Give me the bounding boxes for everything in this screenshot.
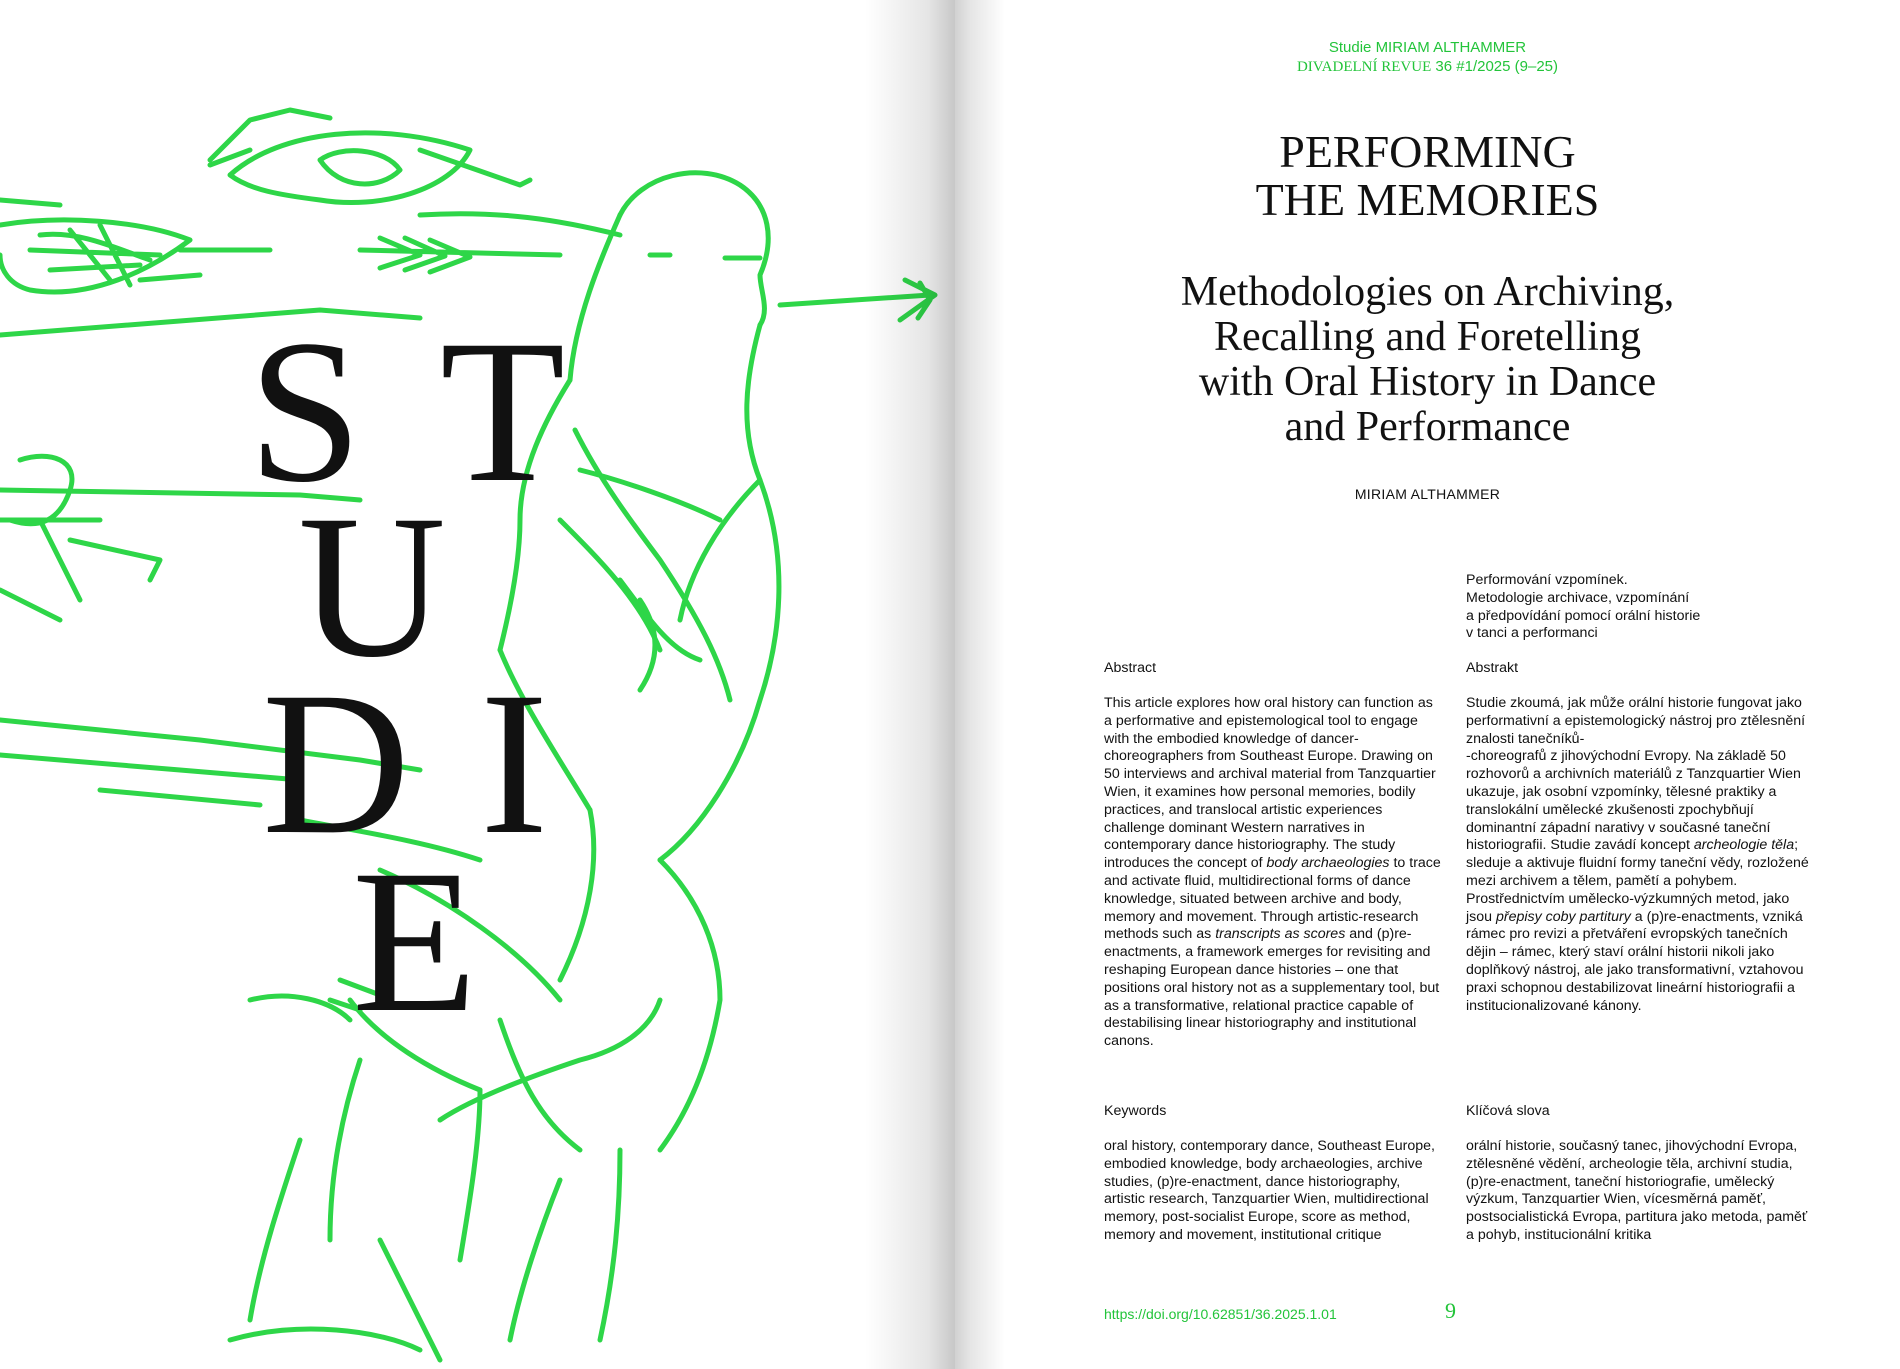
running-head bbox=[955, 38, 1900, 77]
subtitle-line2: Recalling and Foretelling bbox=[1214, 314, 1641, 360]
abstrakt-text bbox=[1466, 695, 1816, 1015]
abstract-part1: This article explores how oral history can function as a performative and epistemological tool to engage with the embodied knowledge of dancer-choreographers from Southeast Europe. Drawing on 50 interviews and archival material from Tanzquartier Wien, it examines how personal memories, bodily practices, and translocal artistic experiences challenge dominant Western narratives in contemporary dance historiography. The study introduces the concept of bbox=[1104, 695, 1436, 872]
subtitle-line1: Methodologies on Archiving, bbox=[1180, 269, 1675, 315]
czech-title-line4: v tanci a performanci bbox=[1466, 625, 1598, 642]
czech-title bbox=[1466, 572, 1816, 643]
article-subtitle bbox=[1105, 270, 1750, 450]
article-title-line1: PERFORMING bbox=[1279, 126, 1576, 177]
keywords-heading: Keywords bbox=[1104, 1103, 1167, 1119]
klicova-slova-text: orální historie, současný tanec, jihovýchodní Evropa, ztělesněné vědění, archeologie těla, archivní studia, (p)re-enactment, taneční historiografie, umělecký výzkum, Tanzquartier Wien, vícesměrná paměť, postsocialistická Evropa, partitura jako metoda, paměť a pohyb, institucionální kritika bbox=[1466, 1138, 1808, 1243]
czech-title-line3: a předpovídání pomocí orální historie bbox=[1466, 607, 1701, 624]
czech-title-line2: Metodologie archivace, vzpomínání bbox=[1466, 589, 1690, 606]
abstrakt-emphasis1: archeologie těla bbox=[1693, 837, 1795, 854]
abstract-part3: and (p)re-enactments, a framework emerges for revisiting and reshaping European dance histories – one that positions oral history not as a supplementary tool, but as a transformative, relational practice capable of destabilising linear historiography and institutional canons. bbox=[1104, 926, 1440, 1050]
article-title-line2: THE MEMORIES bbox=[1255, 174, 1600, 225]
keywords-text: oral history, contemporary dance, Southeast Europe, embodied knowledge, body archaeologies, archive studies, (p)re-enactment, dance historiography, artistic research, Tanzquartier Wien, multidirectional memory, post-socialist Europe, score as method, memory and movement, institutional critique bbox=[1104, 1138, 1435, 1243]
abstrakt-heading: Abstrakt bbox=[1466, 660, 1519, 676]
studie-letter-u: U bbox=[298, 473, 447, 700]
running-head-prefix: Studie bbox=[1328, 39, 1372, 56]
page-number: 9 bbox=[1445, 1298, 1456, 1323]
abstrakt-emphasis2: přepisy coby partitury bbox=[1495, 908, 1631, 925]
gutter-shadow bbox=[865, 0, 955, 1369]
subtitle-line3: with Oral History in Dance bbox=[1198, 359, 1657, 405]
czech-title-line1: Performování vzpomínek. bbox=[1466, 572, 1628, 588]
studie-letter-s: S bbox=[248, 298, 363, 525]
abstract-emphasis1: body archaeologies bbox=[1266, 855, 1390, 872]
running-head-line2 bbox=[955, 57, 1900, 77]
abstrakt-part1: Studie zkoumá, jak může orální historie fungovat jako performativní a epistemologický nástroj pro ztělesnění znalosti tanečníků- -choreografů z jihovýchodní Evropy. Na základě 50 rozhovorů a archivních materiálů z Tanzquartier Wien ukazuje, jak osobní vzpomínky, tělesné praktiky a translokální umělecké zkušenosti zpochybňují dominantní západní narativy v současné taneční historiografii. Studie zavádí koncept bbox=[1466, 695, 1806, 854]
abstract-part2: to trace and activate fluid, multidirectional forms of dance knowledge, situated between archive and body, memory and movement. Through artistic-research methods such as bbox=[1104, 855, 1441, 943]
running-head-author: MIRIAM ALTHAMMER bbox=[1375, 39, 1527, 56]
doi-link[interactable]: https://doi.org/10.62851/36.2025.1.01 bbox=[1104, 1306, 1337, 1322]
running-head-journal: DIVADELNÍ REVUE bbox=[1296, 59, 1432, 75]
abstrakt-part2: ; sleduje a aktivuje fluidní formy taneční vědy, rozložené mezi archivem a tělem, pamětí a pohybem. Prostřednictvím umělecko-výzkumných metod, jako jsou bbox=[1466, 837, 1809, 925]
studie-letter-i: I bbox=[480, 650, 549, 877]
studie-letter-d: D bbox=[262, 650, 411, 877]
abstract-emphasis2: transcripts as scores bbox=[1215, 926, 1346, 943]
running-head-issue: 36 #1/2025 (9–25) bbox=[1435, 58, 1559, 75]
abstract-text bbox=[1104, 695, 1444, 1051]
abstrakt-part3: a (p)re-enactments, vzniká rámec pro revizi a přetváření evropských tanečních dějin – rámec, který staví orální historii nikoli jako doplňkový nástroj, ale jako transformativní, vztahovou praxi schopnou destabilizovat lineární historiografii a institucionalizované kánony. bbox=[1466, 908, 1804, 1014]
klicova-slova-heading: Klíčová slova bbox=[1466, 1103, 1550, 1119]
subtitle-line4: and Performance bbox=[1284, 404, 1571, 450]
author-name: MIRIAM ALTHAMMER bbox=[1354, 486, 1501, 502]
studie-letter-t: T bbox=[440, 298, 566, 525]
running-head-line1 bbox=[955, 38, 1900, 57]
article-title bbox=[955, 128, 1900, 224]
studie-letter-e: E bbox=[352, 828, 478, 1055]
abstract-heading: Abstract bbox=[1104, 660, 1157, 676]
right-page bbox=[955, 0, 1900, 1369]
